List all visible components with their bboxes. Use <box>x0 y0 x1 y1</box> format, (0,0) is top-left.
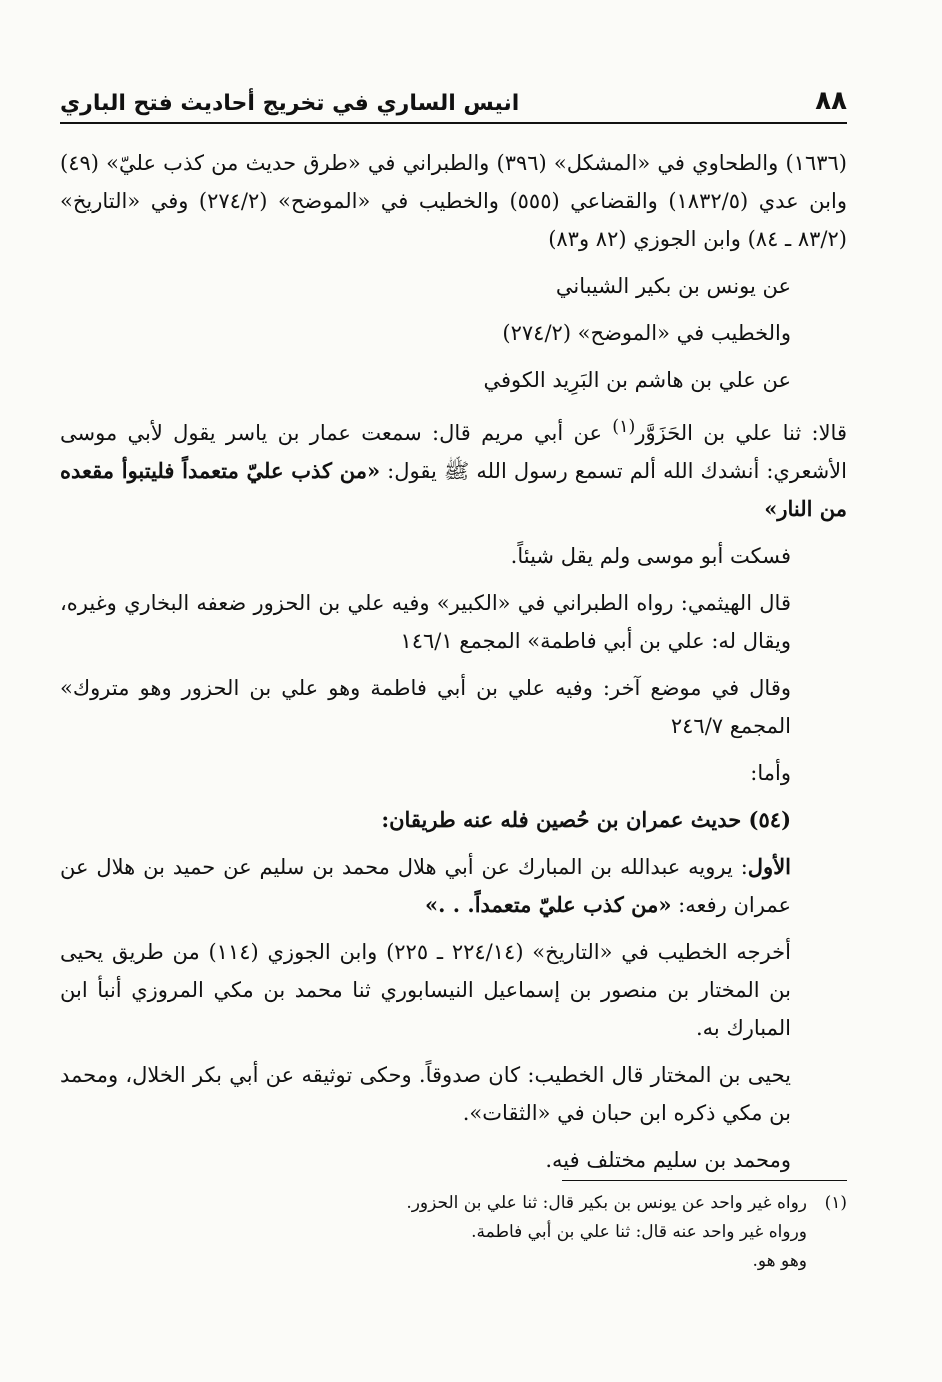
page-header <box>60 78 847 124</box>
paragraph-amma: وأما: <box>750 761 791 785</box>
footnote-line-1: رواه غير واحد عن يونس بن بكير قال: ثنا علي بن الحزور. <box>406 1193 807 1213</box>
first-route-text: : يرويه عبدالله بن المبارك عن أبي هلال محمد بن سليم عن حميد بن هلال عن عمران رفعه: <box>60 855 791 917</box>
page-content <box>60 144 847 1179</box>
book-title: انيس الساري في تخريج أحاديث فتح الباري <box>60 91 520 116</box>
hadith-intro: قالا: ثنا علي بن الحَزَوَّر <box>635 421 847 445</box>
paragraph-yahya: يحيى بن المختار قال الخطيب: كان صدوقاً. وحكى توثيقه عن أبي بكر الخلال، ومحمد بن مكي ذكره ابن حبان في «الثقات». <box>60 1063 791 1125</box>
paragraph-haythami: قال الهيثمي: رواه الطبراني في «الكبير» وفيه علي بن الحزور ضعفه البخاري وغيره، ويقال له: علي بن أبي فاطمة» المجمع ١٤٦/١ <box>60 591 791 653</box>
paragraph-first-route <box>60 848 791 924</box>
paragraph-silence: فسكت أبو موسى ولم يقل شيئاً. <box>510 544 791 568</box>
paragraph-other-place: وقال في موضع آخر: وفيه علي بن أبي فاطمة وهو علي بن الحزور وهو متروك» المجمع ٢٤٦/٧ <box>60 676 792 738</box>
footnotes <box>60 1180 847 1276</box>
footnote-divider <box>562 1180 847 1181</box>
hadith-text: «من كذب عليّ متعمداً فليتبوأ مقعده من النار» <box>60 458 847 521</box>
section-heading-54: (٥٤) حديث عمران بن حُصين فله عنه طريقان: <box>381 807 791 832</box>
paragraph-sources: (١٦٣٦) والطحاوي في «المشكل» (٣٩٦) والطبراني في «طرق حديث من كذب عليّ» (٤٩) وابن عدي (١٨٣٢/٥) والقضاعي (٥٥٥) والخطيب في «الموضح» (٢٧٤/٢) وفي «التاريخ» (٨٣/٢ ـ ٨٤) وابن الجوزي (٨٢ و٨٣) <box>60 151 847 251</box>
first-route-label: الأول <box>747 854 792 879</box>
book-page <box>60 78 847 1342</box>
page-number: ٨٨ <box>815 86 847 116</box>
footnote-1 <box>60 1189 847 1276</box>
paragraph-muhammad: ومحمد بن سليم مختلف فيه. <box>545 1148 791 1172</box>
hadith-chain-text: عن أبي مريم قال: سمعت عمار بن ياسر يقول لأبي موسى الأشعري: أنشدك الله ألم تسمع رسول الله ﷺ يقول: <box>60 421 847 483</box>
paragraph-takhrij: أخرجه الخطيب في «التاريخ» (٢٢٤/١٤ ـ ٢٢٥) وابن الجوزي (١١٤) من طريق يحيى بن المختار بن منصور بن إسماعيل النيسابوري ثنا محمد بن مكي المروزي أنبأ ابن المبارك به. <box>60 940 791 1040</box>
paragraph-chain-2: والخطيب في «الموضح» (٢٧٤/٢) <box>502 321 791 345</box>
paragraph-chain-1: عن يونس بن بكير الشيباني <box>555 274 791 298</box>
footnote-text <box>406 1189 807 1276</box>
paragraph-chain-3: عن علي بن هاشم بن البَرِيد الكوفي <box>483 368 791 392</box>
first-route-hadith: «من كذب عليّ متعمداً. . .» <box>425 892 672 917</box>
footnote-line-2: ورواه غير واحد عنه قال: ثنا علي بن أبي فاطمة. <box>471 1222 807 1242</box>
footnote-ref[interactable]: (١) <box>612 417 636 437</box>
paragraph-hadith <box>60 408 847 528</box>
footnote-line-3: وهو هو. <box>752 1251 807 1271</box>
footnote-number: (١) <box>824 1193 847 1213</box>
